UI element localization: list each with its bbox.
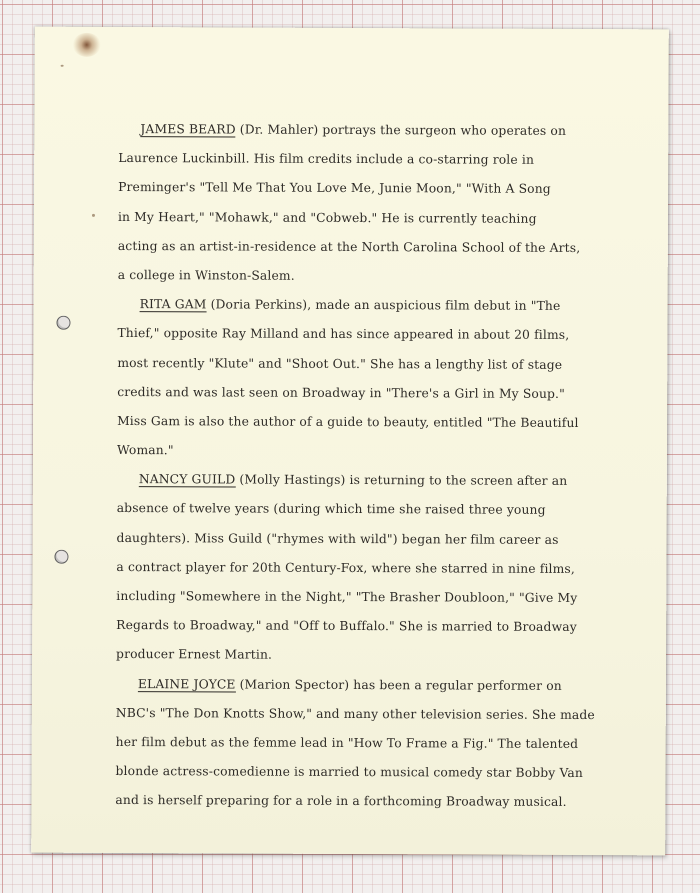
rust-stain: [73, 33, 101, 57]
text-line: and is herself preparing for a role in a forthcoming Broadway musical.: [115, 793, 567, 810]
text-line: daughters). Miss Guild ("rhymes with wild") began her film career as: [116, 530, 559, 547]
cast-name: NANCY GUILD: [138, 472, 236, 487]
line-text: (Marion Spector) has been a regular performer on: [235, 677, 562, 693]
paragraph-first-line: [118, 115, 638, 146]
text-line: absence of twelve years (during which time she raised three young: [116, 501, 546, 518]
paper-speck: [61, 65, 64, 67]
text-line: acting as an artist-in-residence at the North Carolina School of the Arts,: [117, 238, 581, 255]
paper-speck: [92, 214, 95, 217]
text-line: credits and was last seen on Broadway in "There's a Girl in My Soup.": [117, 384, 565, 401]
document-body: [115, 115, 638, 818]
punch-hole: [56, 316, 70, 330]
line-text: (Molly Hastings) is returning to the screen after an: [235, 472, 568, 489]
text-line: Laurence Luckinbill. His film credits include a co-starring role in: [118, 151, 535, 167]
paragraph-first-line: [118, 290, 638, 321]
cast-name: JAMES BEARD: [140, 122, 236, 137]
text-line: NBC's "The Don Knotts Show," and many other television series. She made: [115, 705, 595, 722]
typed-page: [31, 27, 669, 856]
text-line: Thief," opposite Ray Milland and has since appeared in about 20 films,: [117, 326, 570, 343]
text-line: in My Heart," "Mohawk," and "Cobweb." He is currently teaching: [117, 209, 537, 226]
text-line: most recently "Klute" and "Shoot Out." She has a lengthy list of stage: [117, 355, 563, 372]
text-line: blonde actress-comedienne is married to musical comedy star Bobby Van: [115, 764, 583, 781]
text-line: producer Ernest Martin.: [116, 647, 273, 663]
text-line: a contract player for 20th Century-Fox, where she starred in nine films,: [116, 559, 576, 576]
text-line: a college in Winston-Salem.: [117, 267, 295, 283]
text-line: Regards to Broadway," and "Off to Buffalo." She is married to Broadway: [116, 618, 577, 635]
text-line: Preminger's "Tell Me That You Love Me, Junie Moon," "With A Song: [118, 180, 551, 197]
punch-hole: [54, 550, 68, 564]
text-line: her film debut as the femme lead in "How To Frame a Fig." The talented: [115, 734, 579, 751]
cast-name: RITA GAM: [139, 297, 207, 312]
line-text: (Dr. Mahler) portrays the surgeon who operates on: [235, 122, 567, 138]
text-line: Miss Gam is also the author of a guide to beauty, entitled "The Beautiful: [117, 413, 579, 430]
cast-name: ELAINE JOYCE: [137, 676, 236, 692]
text-line: including "Somewhere in the Night," "The Brasher Doubloon," "Give My: [116, 588, 578, 605]
line-text: (Doria Perkins), made an auspicious film debut in "The: [206, 297, 561, 314]
paragraph-first-line: [117, 465, 637, 496]
paragraph-first-line: [116, 670, 636, 701]
text-line: Woman.": [116, 443, 174, 458]
